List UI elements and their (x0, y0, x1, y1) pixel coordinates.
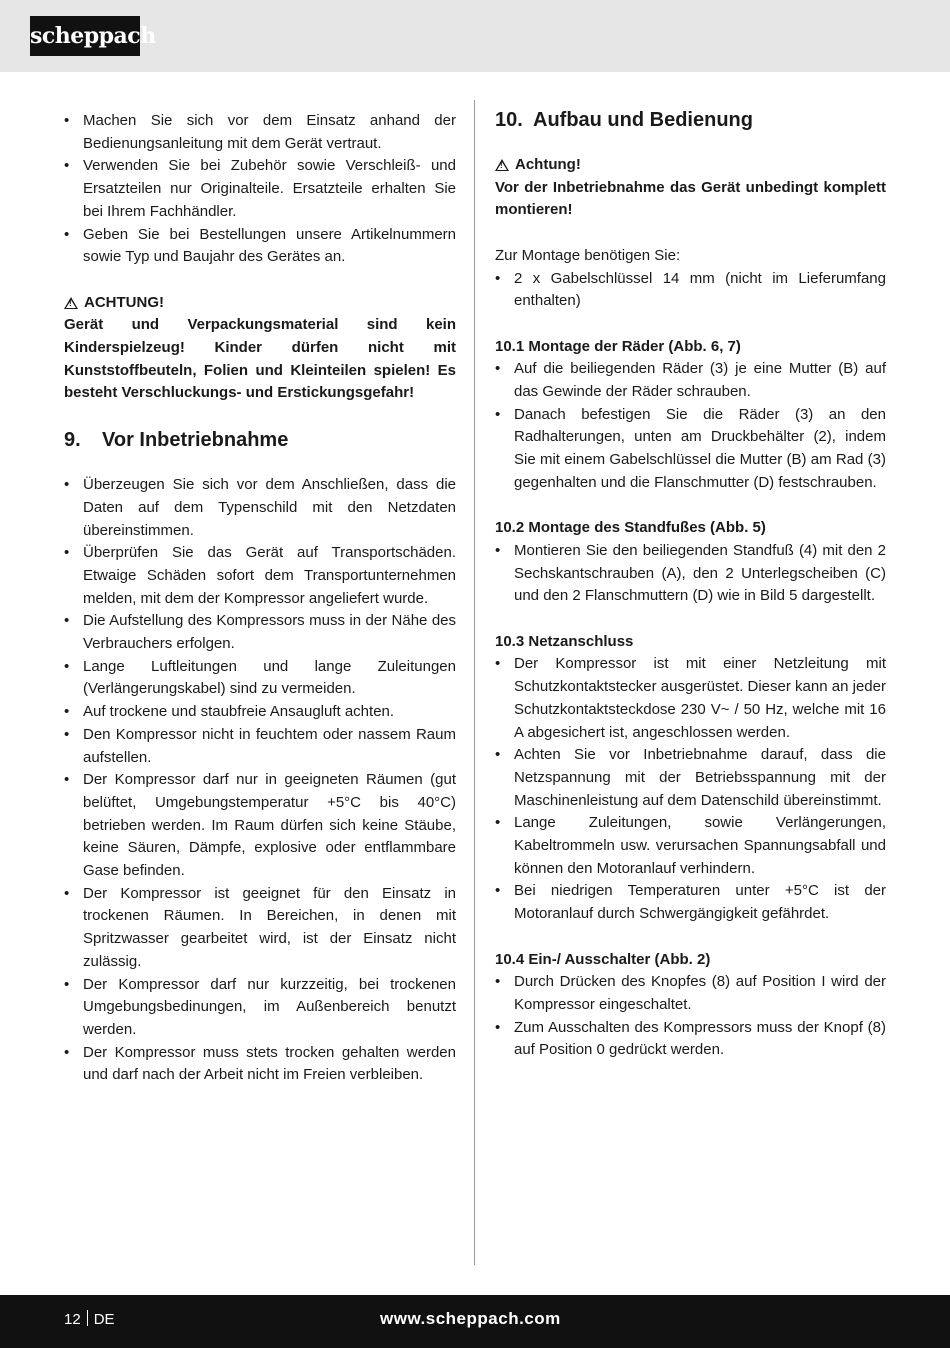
list-item: • Auf die beiliegenden Räder (3) je eine Mutter (B) auf das Gewinde der Räder schrauben. (495, 358, 886, 403)
subsection-heading-10-1: 10.1 Montage der Räder (Abb. 6, 7) (495, 337, 741, 355)
footer-separator (87, 1310, 88, 1326)
list-item: • Der Kompressor darf nur kurzzeitig, bei trockenen Umgebungsbedinungen, im Außenbereich benutzt werden. (64, 974, 456, 1042)
brand-logo: scheppach (30, 16, 140, 56)
list-item: • Montieren Sie den beiliegenden Standfuß (4) mit den 2 Sechskantschrauben (A), den 2 Unterlegscheiben (C) und den 2 Flanschmuttern (D) wie in Bild 5 dargestellt. (495, 540, 886, 608)
tools-bullet-list (495, 268, 886, 313)
language-code: DE (93, 1311, 115, 1328)
list-item: • Zum Ausschalten des Kompressors muss der Knopf (8) auf Position 0 gedrückt werden. (495, 1017, 886, 1062)
section-title: Aufbau und Bedienung (533, 109, 753, 131)
subsection-10-1-list (495, 358, 886, 494)
warning-triangle-icon (64, 297, 78, 309)
section-heading-9 (64, 428, 456, 452)
warning-title: ACHTUNG! (84, 293, 164, 311)
section-number: 9. (64, 429, 81, 452)
subsection-heading-10-3: 10.3 Netzanschluss (495, 632, 634, 650)
list-item: • Die Aufstellung des Kompressors muss in der Nähe des Verbrauchers erfolgen. (64, 610, 456, 655)
section-heading-10 (495, 108, 886, 132)
warning-title: Achtung! (515, 156, 581, 173)
warning-text: Gerät und Verpackungsmaterial sind kein Kinderspielzeug! Kinder dürfen nicht mit Kunststoffbeuteln, Folien und Kleinteilen spielen! Es besteht Verschluckungs- und Erstickungsgefahr! (64, 316, 456, 402)
list-item: • Überprüfen Sie das Gerät auf Transportschäden. Etwaige Schäden sofort dem Transportunternehmen melden, mit dem der Kompressor angeliefert wurde. (64, 542, 456, 610)
list-item: • Verwenden Sie bei Zubehör sowie Verschleiß- und Ersatzteilen nur Originalteile. Ersatzteile erhalten Sie bei Ihrem Fachhändler. (64, 155, 456, 223)
list-item: • Danach befestigen Sie die Räder (3) an den Radhalterungen, unten am Druckbehälter (2), indem Sie mit einem Gabelschlüssel die Mutter (B) am Rad (3) gegenhalten und die Flanschmutter (D) festschrauben. (495, 404, 886, 495)
subsection-heading-10-2: 10.2 Montage des Standfußes (Abb. 5) (495, 519, 766, 537)
list-item: • Auf trockene und staubfreie Ansaugluft achten. (64, 701, 456, 724)
list-item: • Der Kompressor ist mit einer Netzleitung mit Schutzkontaktstecker ausgerüstet. Dieser kann an jeder Schutzkontaktsteckdose 230 V~ / 50 Hz, welche mit 16 A abgesichert ist, angeschlossen werden. (495, 653, 886, 744)
warning-triangle-icon (495, 159, 509, 171)
page-number: 12 (64, 1311, 81, 1328)
column-divider (474, 100, 475, 1265)
assembly-warning (495, 154, 886, 222)
subsection-10-4-list (495, 971, 886, 1062)
warning-text: Vor der Inbetriebnahme das Gerät unbedingt komplett montieren! (495, 178, 886, 219)
list-item: • Der Kompressor muss stets trocken gehalten werden und darf nach der Arbeit nicht im Freien verbleiben. (64, 1042, 456, 1087)
list-item: • Machen Sie sich vor dem Einsatz anhand der Bedienungsanleitung mit dem Gerät vertraut. (64, 110, 456, 155)
subsection-heading-10-4: 10.4 Ein-/ Ausschalter (Abb. 2) (495, 950, 711, 968)
left-column (64, 110, 456, 1087)
tools-intro: Zur Montage benötigen Sie: (495, 246, 681, 264)
child-safety-warning (64, 292, 456, 406)
list-item: • 2 x Gabelschlüssel 14 mm (nicht im Lieferumfang enthalten) (495, 268, 886, 313)
list-item: • Geben Sie bei Bestellungen unsere Artikelnummern sowie Typ und Baujahr des Gerätes an. (64, 224, 456, 269)
intro-bullet-list (64, 110, 456, 269)
list-item: • Der Kompressor darf nur in geeigneten Räumen (gut belüftet, Umgebungstemperatur +5°C bis 40°C) betrieben werden. Im Raum dürfen sich keine Stäube, keine Säuren, Dämpfe, explosive oder entflammbare Gase befinden. (64, 769, 456, 883)
footer-bar (0, 1295, 950, 1348)
section-number: 10. (495, 109, 523, 131)
section-title: Vor Inbetriebnahme (102, 429, 289, 452)
list-item: • Lange Luftleitungen und lange Zuleitungen (Verlängerungskabel) sind zu vermeiden. (64, 656, 456, 701)
subsection-10-3-list (495, 653, 886, 925)
subsection-10-2-list (495, 540, 886, 608)
list-item: • Den Kompressor nicht in feuchtem oder nassem Raum aufstellen. (64, 724, 456, 769)
page-indicator (64, 1309, 115, 1331)
section-9-bullet-list (64, 474, 456, 1087)
website-url: www.scheppach.com (380, 1309, 561, 1328)
list-item: • Achten Sie vor Inbetriebnahme darauf, dass die Netzspannung mit der Betriebsspannung mit der Maschinenleistung auf dem Datenschild übereinstimmt. (495, 744, 886, 812)
header-band (0, 0, 950, 72)
right-column (495, 110, 886, 1062)
list-item: • Überzeugen Sie sich vor dem Anschließen, dass die Daten auf dem Typenschild mit den Netzdaten übereinstimmen. (64, 474, 456, 542)
list-item: • Bei niedrigen Temperaturen unter +5°C ist der Motoranlauf durch Schwergängigkeit gefährdet. (495, 880, 886, 925)
list-item: • Durch Drücken des Knopfes (8) auf Position I wird der Kompressor eingeschaltet. (495, 971, 886, 1016)
list-item: • Der Kompressor ist geeignet für den Einsatz in trockenen Räumen. In Bereichen, in denen mit Spritzwasser gearbeitet wird, ist der Einsatz nicht zulässig. (64, 883, 456, 974)
list-item: • Lange Zuleitungen, sowie Verlängerungen, Kabeltrommeln usw. verursachen Spannungsabfall und können den Motoranlauf verhindern. (495, 812, 886, 880)
